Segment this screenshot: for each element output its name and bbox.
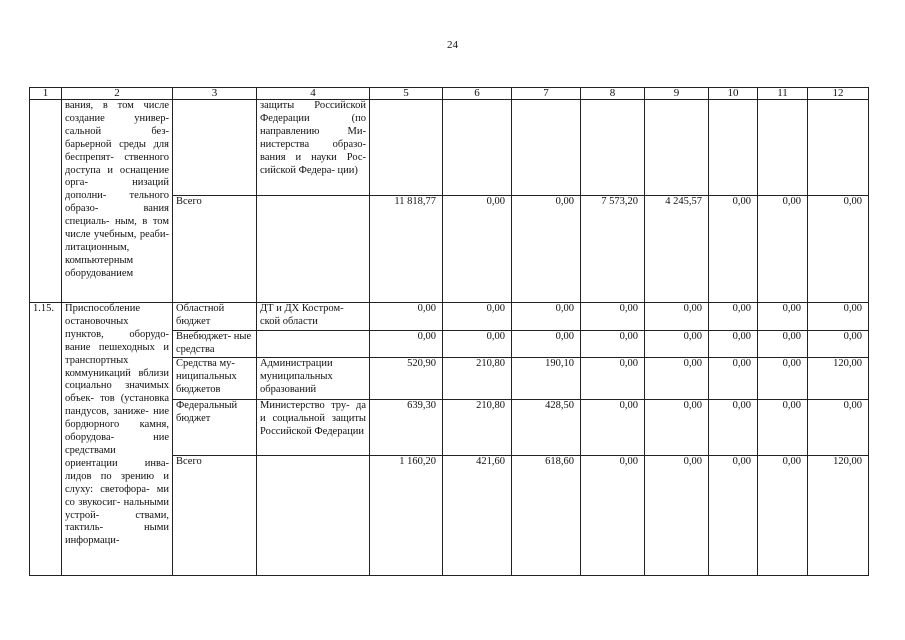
executor-cell: Администрации муниципальных образований xyxy=(257,358,370,400)
value-cell: 0,00 xyxy=(443,196,512,303)
value-cell: 190,10 xyxy=(512,358,581,400)
value-cell: 0,00 xyxy=(645,400,709,456)
value-cell: 618,60 xyxy=(512,456,581,576)
value-cell: 0,00 xyxy=(645,358,709,400)
value-cell: 0,00 xyxy=(581,303,645,331)
executor-cell xyxy=(257,196,370,303)
header-cell: 3 xyxy=(173,88,257,100)
value-cell: 0,00 xyxy=(758,303,808,331)
source-cell: Всего xyxy=(173,196,257,303)
value-cell: 0,00 xyxy=(709,196,758,303)
value-cell: 0,00 xyxy=(758,196,808,303)
page-number: 24 xyxy=(447,39,458,51)
value-cell: 210,80 xyxy=(443,400,512,456)
table-row xyxy=(30,303,869,331)
value-cell: 0,00 xyxy=(370,303,443,331)
value-cell: 0,00 xyxy=(581,331,645,358)
item-number: 1.15. xyxy=(30,303,62,576)
executor-cell-cont: защиты Российской Федерации (по направлению Ми- нистерства образо- вания и науки Рос- сийской Федера- ции) xyxy=(257,100,370,196)
source-cell: Внебюджет- ные средства xyxy=(173,331,257,358)
value-cell: 0,00 xyxy=(581,358,645,400)
value-cell: 0,00 xyxy=(443,303,512,331)
value-cell: 4 245,57 xyxy=(645,196,709,303)
value-cell: 120,00 xyxy=(808,358,869,400)
executor-cell xyxy=(257,331,370,358)
value-cell: 0,00 xyxy=(581,456,645,576)
header-cell: 4 xyxy=(257,88,370,100)
header-cell: 6 xyxy=(443,88,512,100)
executor-cell: Министерство тру- да и социальной защиты Российской Федерации xyxy=(257,400,370,456)
value-cell: 11 818,77 xyxy=(370,196,443,303)
value-cell: 0,00 xyxy=(512,331,581,358)
source-cell xyxy=(173,100,257,196)
value-cell: 0,00 xyxy=(709,303,758,331)
header-cell: 8 xyxy=(581,88,645,100)
value-cell: 0,00 xyxy=(808,196,869,303)
value-cell: 520,90 xyxy=(370,358,443,400)
header-cell: 10 xyxy=(709,88,758,100)
item-description: Приспособление остановочных пунктов, оборудо- вание пешеходных и транспортных коммуникаций вблизи социально значимых объек- тов (установка пандусов, заниже- ние бордюрного камня, оборудова- ние средствами ориентации инва- лидов по зрению и слуху: светофора- ми со звукосиг- нальными устрой- ствами, тактиль- ными информаци- xyxy=(62,303,173,576)
header-cell: 1 xyxy=(30,88,62,100)
value-cell: 0,00 xyxy=(645,456,709,576)
value-cell: 0,00 xyxy=(758,456,808,576)
item-number-cell xyxy=(30,100,62,303)
source-cell: Федеральный бюджет xyxy=(173,400,257,456)
header-cell: 5 xyxy=(370,88,443,100)
table-row xyxy=(30,100,869,196)
value-cell: 0,00 xyxy=(758,358,808,400)
value-cell: 120,00 xyxy=(808,456,869,576)
value-cell: 0,00 xyxy=(581,400,645,456)
value-cell: 0,00 xyxy=(645,331,709,358)
value-cell: 0,00 xyxy=(758,331,808,358)
value-cell: 0,00 xyxy=(709,358,758,400)
value-cell: 0,00 xyxy=(808,400,869,456)
value-cell: 0,00 xyxy=(808,303,869,331)
header-row xyxy=(30,88,869,100)
executor-cell: ДТ и ДХ Костром- ской области xyxy=(257,303,370,331)
value-cell: 7 573,20 xyxy=(581,196,645,303)
value-cell: 0,00 xyxy=(709,400,758,456)
value-cell: 0,00 xyxy=(443,331,512,358)
value-cell: 639,30 xyxy=(370,400,443,456)
source-cell: Средства му- ниципальных бюджетов xyxy=(173,358,257,400)
header-cell: 2 xyxy=(62,88,173,100)
value-cell: 0,00 xyxy=(709,331,758,358)
item-description-cont: вания, в том числе создание универ- сальной без- барьерной среды для беспрепят- ственного доступа и оснащение орга- низаций дополни- тельного образо- вания специаль- ным, в том числе учебным, реаби- литационным, компьютерным оборудованием xyxy=(62,100,173,303)
source-cell: Областной бюджет xyxy=(173,303,257,331)
value-cell: 0,00 xyxy=(512,303,581,331)
executor-cell xyxy=(257,456,370,576)
value-cell: 0,00 xyxy=(370,331,443,358)
value-cell: 0,00 xyxy=(709,456,758,576)
value-cell: 0,00 xyxy=(512,196,581,303)
header-cell: 7 xyxy=(512,88,581,100)
header-cell: 11 xyxy=(758,88,808,100)
budget-table xyxy=(29,87,869,576)
value-cell: 428,50 xyxy=(512,400,581,456)
value-cell: 0,00 xyxy=(645,303,709,331)
value-cell: 421,60 xyxy=(443,456,512,576)
header-cell: 12 xyxy=(808,88,869,100)
value-cell: 0,00 xyxy=(808,331,869,358)
value-cell: 210,80 xyxy=(443,358,512,400)
source-cell: Всего xyxy=(173,456,257,576)
header-cell: 9 xyxy=(645,88,709,100)
value-cell: 1 160,20 xyxy=(370,456,443,576)
value-cell: 0,00 xyxy=(758,400,808,456)
